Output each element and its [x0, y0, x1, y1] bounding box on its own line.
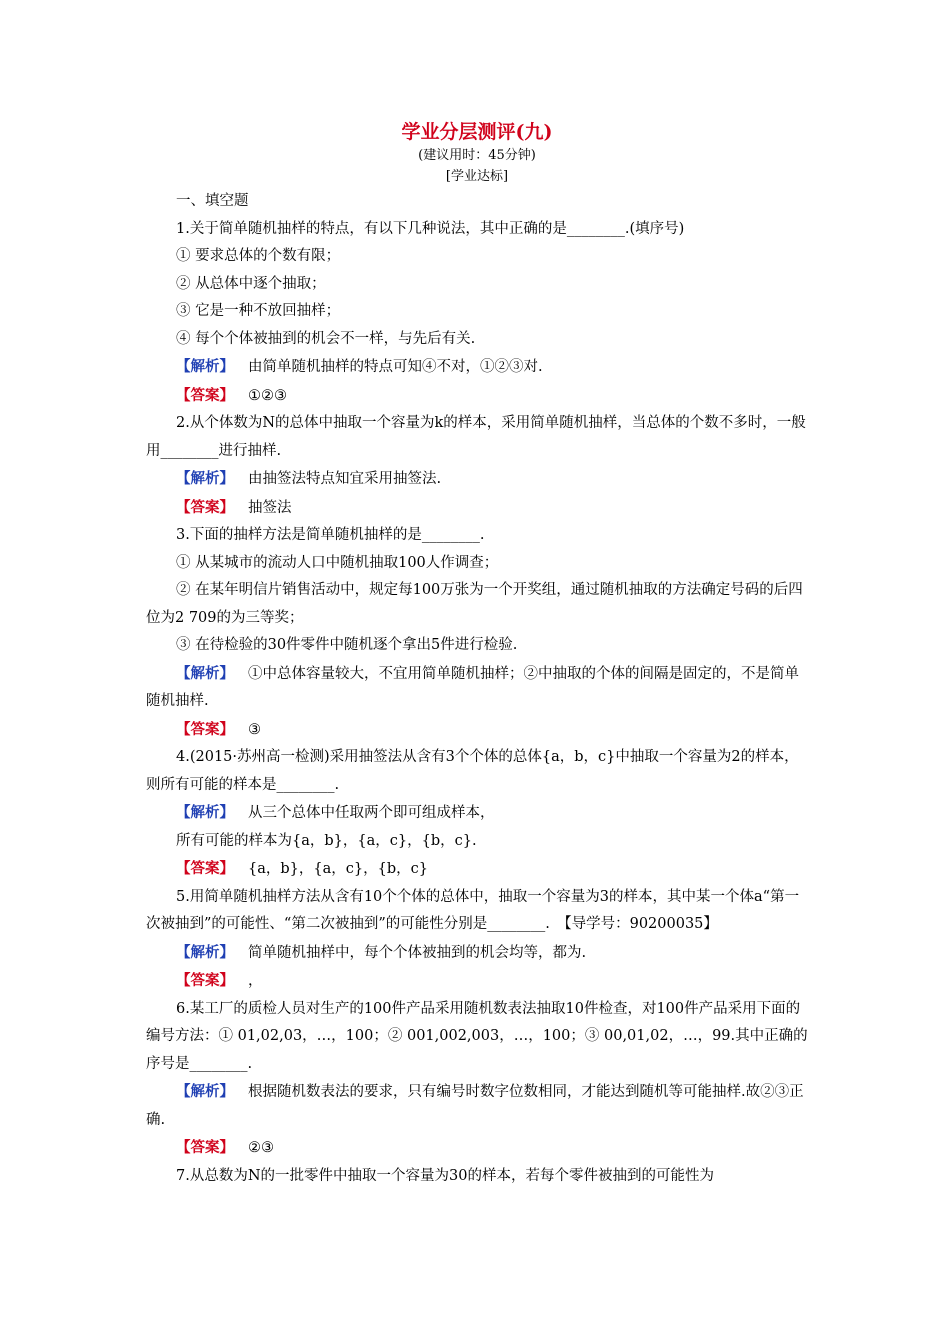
analysis-text: 简单随机抽样中，每个个体被抽到的机会均等，都为. — [248, 944, 587, 961]
analysis-text: 根据随机数表法的要求，只有编号时数字位数相同，才能达到随机等可能抽样.故②③正确. — [146, 1084, 804, 1128]
question-3-option: ② 在某年明信片销售活动中，规定每100万张为一个开奖组，通过随机抽取的方法确定号码的后四位为2 709的为三等奖； — [146, 582, 803, 626]
answer-tag: 【答案】 — [176, 1139, 234, 1156]
question-6-stem: 6.某工厂的质检人员对生产的100件产品采用随机数表法抽取10件检查，对100件产品采用下面的编号方法：① 01,02,03，…，100；② 001,002,003，…，100；③ 00,01,02，…，99.其中正确的序号是________. — [146, 1000, 808, 1072]
document-page — [146, 118, 808, 1190]
question-1-option: ④ 每个个体被抽到的机会不一样，与先后有关. — [176, 330, 476, 347]
question-4-analysis — [146, 799, 808, 828]
question-4-stem: 4.(2015·苏州高一检测)采用抽签法从含有3个个体的总体{a，b，c}中抽取一个容量为2的样本，则所有可能的样本是________. — [146, 749, 799, 793]
answer-text: 抽签法 — [248, 499, 292, 516]
question-3-analysis — [146, 660, 808, 716]
answer-text: {a，b}，{a，c}，{b，c} — [248, 861, 428, 877]
question-1-option: ② 从总体中逐个抽取； — [176, 275, 326, 292]
question-3-option: ① 从某城市的流动人口中随机抽取100人作调查； — [176, 554, 499, 571]
question-2-stem: 2.从个体数为N的总体中抽取一个容量为k的样本，采用简单随机抽样，当总体的个数不多时，一般用________进行抽样. — [146, 415, 806, 459]
analysis-text: ①中总体容量较大，不宜用简单随机抽样；②中抽取的个体的间隔是固定的，不是简单随机抽样. — [146, 665, 799, 709]
question-3-option: ③ 在待检验的30件零件中随机逐个拿出5件进行检验. — [176, 637, 518, 653]
level-heading: [学业达标] — [445, 169, 509, 184]
question-1-stem: 1.关于简单随机抽样的特点，有以下几种说法，其中正确的是________.(填序号) — [176, 220, 685, 237]
question-6-analysis — [146, 1078, 808, 1134]
suggested-time: (建议用时：45分钟) — [418, 148, 536, 163]
question-1-option: ③ 它是一种不放回抽样； — [176, 303, 341, 319]
answer-text: ， — [248, 973, 263, 989]
question-5-stem: 5.用简单随机抽样方法从含有10个个体的总体中，抽取一个容量为3的样本，其中某一个体a“第一次被抽到”的可能性、“第二次被抽到”的可能性分别是________. 【导学号：90200035】 — [146, 888, 800, 932]
section-heading: 一、填空题 — [176, 193, 249, 209]
answer-text: ①②③ — [248, 387, 287, 404]
analysis-tag: 【解析】 — [176, 1083, 234, 1100]
answer-text: ③ — [248, 721, 261, 738]
question-1-analysis — [146, 353, 808, 382]
answer-tag: 【答案】 — [176, 498, 234, 516]
answer-tag: 【答案】 — [176, 720, 234, 738]
page-title: 学业分层测评(九) — [401, 121, 553, 143]
question-4-analysis-2: 所有可能的样本为{a，b}，{a，c}，{b，c}. — [176, 832, 477, 849]
question-3-answer — [146, 716, 808, 745]
question-3-stem: 3.下面的抽样方法是简单随机抽样的是________. — [176, 527, 485, 543]
analysis-tag: 【解析】 — [176, 943, 234, 961]
question-4-answer — [146, 855, 808, 884]
question-1-option: ① 要求总体的个数有限； — [176, 248, 341, 264]
answer-text: ②③ — [248, 1140, 274, 1156]
analysis-tag: 【解析】 — [176, 358, 234, 375]
question-5-analysis — [146, 939, 808, 968]
question-6-answer — [146, 1134, 808, 1163]
answer-tag: 【答案】 — [176, 972, 234, 989]
question-7-stem: 7.从总数为N的一批零件中抽取一个容量为30的样本，若每个零件被抽到的可能性为 — [176, 1167, 714, 1184]
analysis-tag: 【解析】 — [176, 664, 234, 682]
analysis-text: 由简单随机抽样的特点可知④不对，①②③对. — [248, 359, 543, 375]
answer-tag: 【答案】 — [176, 386, 234, 404]
analysis-text: 从三个总体中任取两个即可组成样本， — [248, 805, 495, 821]
question-2-answer — [146, 494, 808, 523]
answer-tag: 【答案】 — [176, 860, 234, 877]
analysis-tag: 【解析】 — [176, 804, 234, 821]
analysis-tag: 【解析】 — [176, 470, 234, 487]
analysis-text: 由抽签法特点知宜采用抽签法. — [248, 471, 442, 487]
question-1-answer — [146, 382, 808, 411]
question-2-analysis — [146, 465, 808, 494]
question-5-answer — [146, 967, 808, 996]
